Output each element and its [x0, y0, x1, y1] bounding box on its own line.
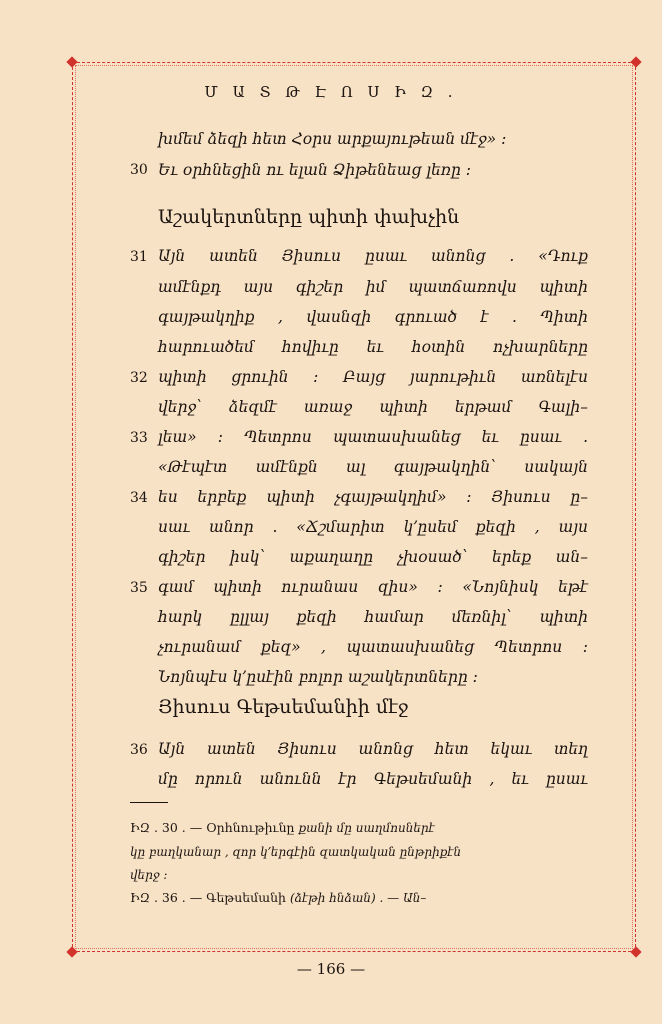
footnote-text: քանի մը սաղմոսներէ: [298, 821, 435, 835]
footnote-line: [130, 890, 585, 905]
text-line: հարկ ըլլայ քեզի համար մեռնիլ՝ պիտի: [158, 608, 588, 626]
footnote-ref: ԻԶ . 30 . — Օրհնութիւնը: [130, 820, 295, 835]
text-line: խմեմ ձեզի հետ Հօրս արքայութեան մէջ» :: [158, 130, 507, 148]
verse-number: 30: [130, 162, 148, 178]
footnote-ref: ԻԶ . 36 . — Գեթսեմանի: [130, 890, 286, 905]
text-line: վերջ՝ ձեզմէ առաջ պիտի երթամ Գալի–: [158, 398, 588, 416]
text-line: ես երբեք պիտի չգայթակղիմ» ։ Յիսուս ը–: [158, 488, 588, 506]
footnote-rule: [130, 802, 168, 803]
section-heading: Աշակերտները պիտի փախչին: [158, 206, 460, 228]
text-line: պիտի ցրուին ։ Բայց յարութիւն առնելէս: [158, 368, 588, 386]
verse-number: 36: [130, 742, 148, 758]
footnote-line: [130, 820, 585, 835]
text-line: գամ պիտի ուրանաս զիս» ։ «Նոյնիսկ եթէ: [158, 578, 588, 596]
verse-number: 33: [130, 430, 148, 446]
decorative-border: [72, 62, 636, 952]
text-line: մը որուն անունն էր Գեթսեմանի , եւ ըսաւ: [158, 770, 588, 788]
text-line: չուրանամ քեզ» , պատասխանեց Պետրոս ։: [158, 638, 588, 656]
text-line: սաւ անոր . «Ճշմարիտ կ՚ըսեմ քեզի , այս: [158, 518, 588, 536]
verse-number: 31: [130, 249, 148, 265]
footnote-line: կը բաղկանար , զոր կ՚երգէին զատկական ընթրիքէն: [130, 845, 462, 859]
verse-number: 35: [130, 580, 148, 596]
text-line: Այն ատեն Յիսուս անոնց հետ եկաւ տեղ: [158, 740, 588, 758]
text-line: «Թէպէտ ամէնքն ալ գայթակղին՝ սակայն: [158, 458, 588, 476]
running-header: Մ Ա Տ Թ Է Ո Ս Ի Զ .: [204, 83, 458, 101]
text-line: Այն ատեն Յիսուս ըսաւ անոնց . «Դուք: [158, 247, 588, 265]
page-number: — 166 —: [296, 960, 366, 978]
text-line: գայթակղիք , վասնզի գրուած է . Պիտի: [158, 308, 588, 326]
verse-number: 32: [130, 370, 148, 386]
text-line: ամէնքդ այս գիշեր իմ պատճառովս պիտի: [158, 278, 588, 296]
section-heading: Յիսուս Գեթսեմանիի մէջ: [158, 696, 409, 718]
footnote-line: վերջ ։: [130, 868, 168, 882]
verse-number: 34: [130, 490, 148, 506]
text-line: լեա» ։ Պետրոս պատասխանեց եւ ըսաւ .: [158, 428, 588, 446]
text-line: Նոյնպէս կ՚ըսէին բոլոր աշակերտները ։: [158, 668, 478, 686]
text-line: հարուածեմ հովիւը եւ հօտին ոչխարները: [158, 338, 588, 356]
footnote-text: (ձէթի հնձան) . — Ան–: [289, 891, 427, 905]
text-line: Եւ օրհնեցին ու ելան Ձիթենեաց լեռը ։: [158, 161, 472, 179]
text-line: գիշեր իսկ՝ աքաղաղը չխօսած՝ երեք ան–: [158, 548, 588, 566]
